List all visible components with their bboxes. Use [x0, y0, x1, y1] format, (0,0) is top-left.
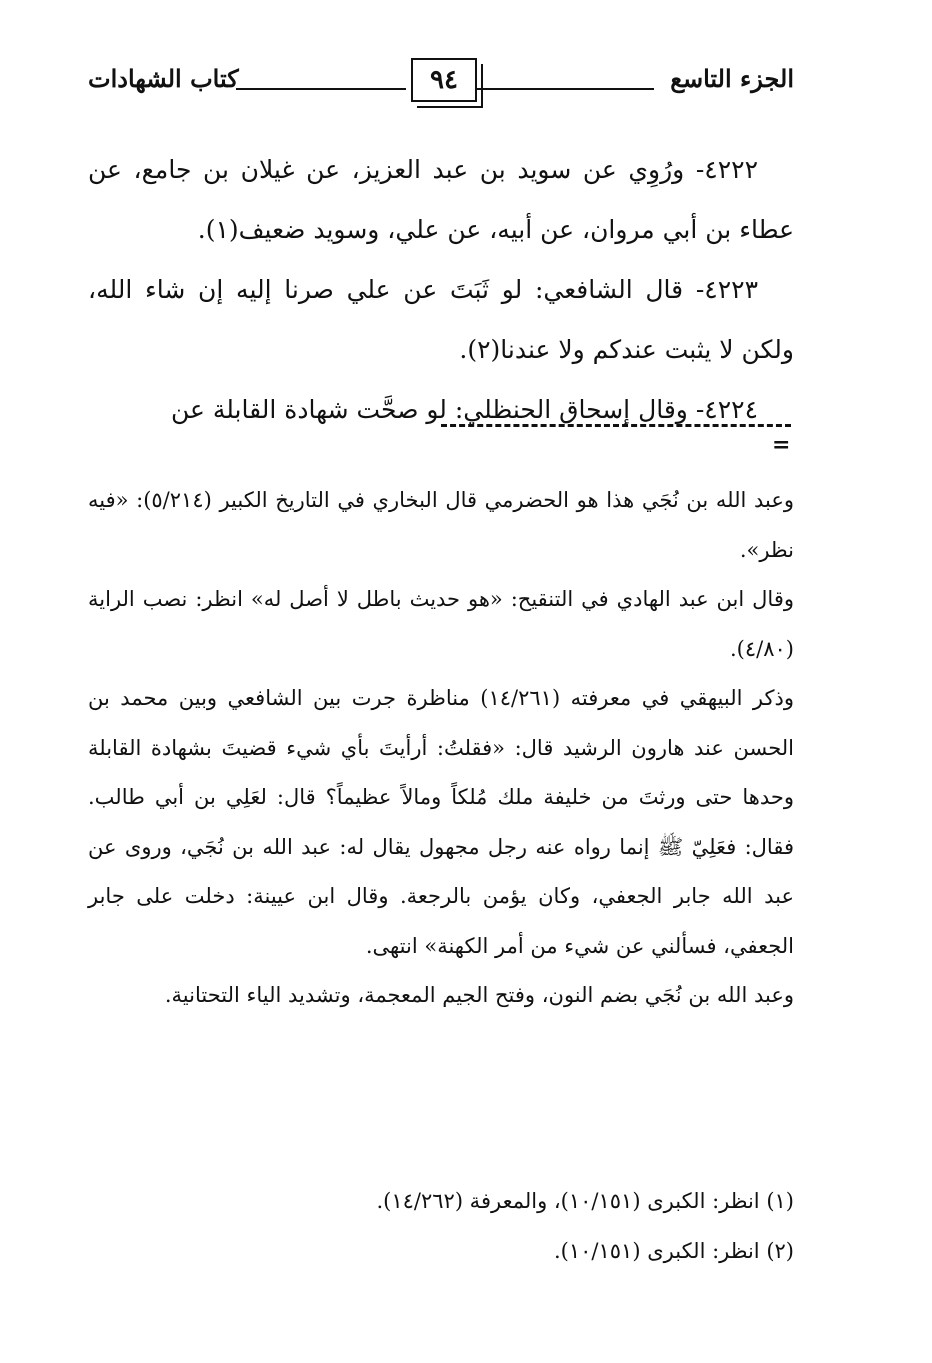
page-number: ٩٤ — [430, 65, 458, 95]
footnotes — [88, 1176, 794, 1276]
commentary-notes — [88, 476, 794, 1021]
footnote-1: (١) انظر: الكبرى (١٠/١٥١)، والمعرفة (١٤/٢٦٢). — [376, 1189, 794, 1213]
running-head-book-title: كتاب الشهادات — [88, 64, 239, 93]
running-head-volume: الجزء التاسع — [670, 64, 794, 93]
note-paragraph: وذكر البيهقي في معرفته (١٤/٢٦١) مناظرة جرت بين الشافعي وبين محمد بن الحسن عند هارون الرشيد قال: «فقلتُ: أرأيتَ بأي شيء قضيتَ بشهادة القابلة وحدها حتى ورثتَ من خليفة ملك مُلكاً ومالاً عظيماً؟ قال: لعَلِي بن أبي طالب. فقال: فعَلِيّ ﷺ إنما رواه عنه رجل مجهول يقال له: عبد الله بن نُجَي، وروى عن عبد الله جابر الجعفي، وكان يؤمن بالرجعة. وقال ابن عيينة: دخلت على جابر الجعفي، فسألني عن شيء من أمر الكهنة» انتهى. — [88, 686, 795, 958]
note-paragraph: وقال ابن عبد الهادي في التنقيح: «هو حديث باطل لا أصل له» انظر: نصب الراية (٤/٨٠). — [88, 587, 794, 661]
footnote-2: (٢) انظر: الكبرى (١٠/١٥١). — [553, 1239, 794, 1263]
page-header — [88, 62, 794, 102]
page-number-box — [411, 58, 477, 102]
paragraph-4222: ٤٢٢٢- ورُوِي عن سويد بن عبد العزيز، عن غيلان بن جامع، عن عطاء بن أبي مروان، عن أبيه، عن علي، وسويد ضعيف(١). — [88, 155, 794, 244]
continuation-mark: = — [772, 432, 791, 458]
paragraph-4223: ٤٢٢٣- قال الشافعي: لو ثَبَتَ عن علي صرنا إليه إن شاء الله، ولكن لا يثبت عندكم ولا عندنا(٢). — [88, 275, 794, 364]
note-paragraph: وعبد الله بن نُجَي هذا هو الحضرمي قال البخاري في التاريخ الكبير (٥/٢١٤): «فيه نظر». — [88, 488, 794, 562]
paragraph-4224: ٤٢٢٤- وقال إسحاق الحنظلي: لو صحَّت شهادة القابلة عن — [170, 395, 758, 424]
header-rule-left — [236, 88, 406, 90]
main-text — [88, 140, 794, 440]
note-paragraph: وعبد الله بن نُجَي بضم النون، وفتح الجيم المعجمة، وتشديد الياء التحتانية. — [164, 983, 794, 1007]
header-rule-right — [474, 88, 654, 90]
footnote-separator — [441, 424, 791, 427]
